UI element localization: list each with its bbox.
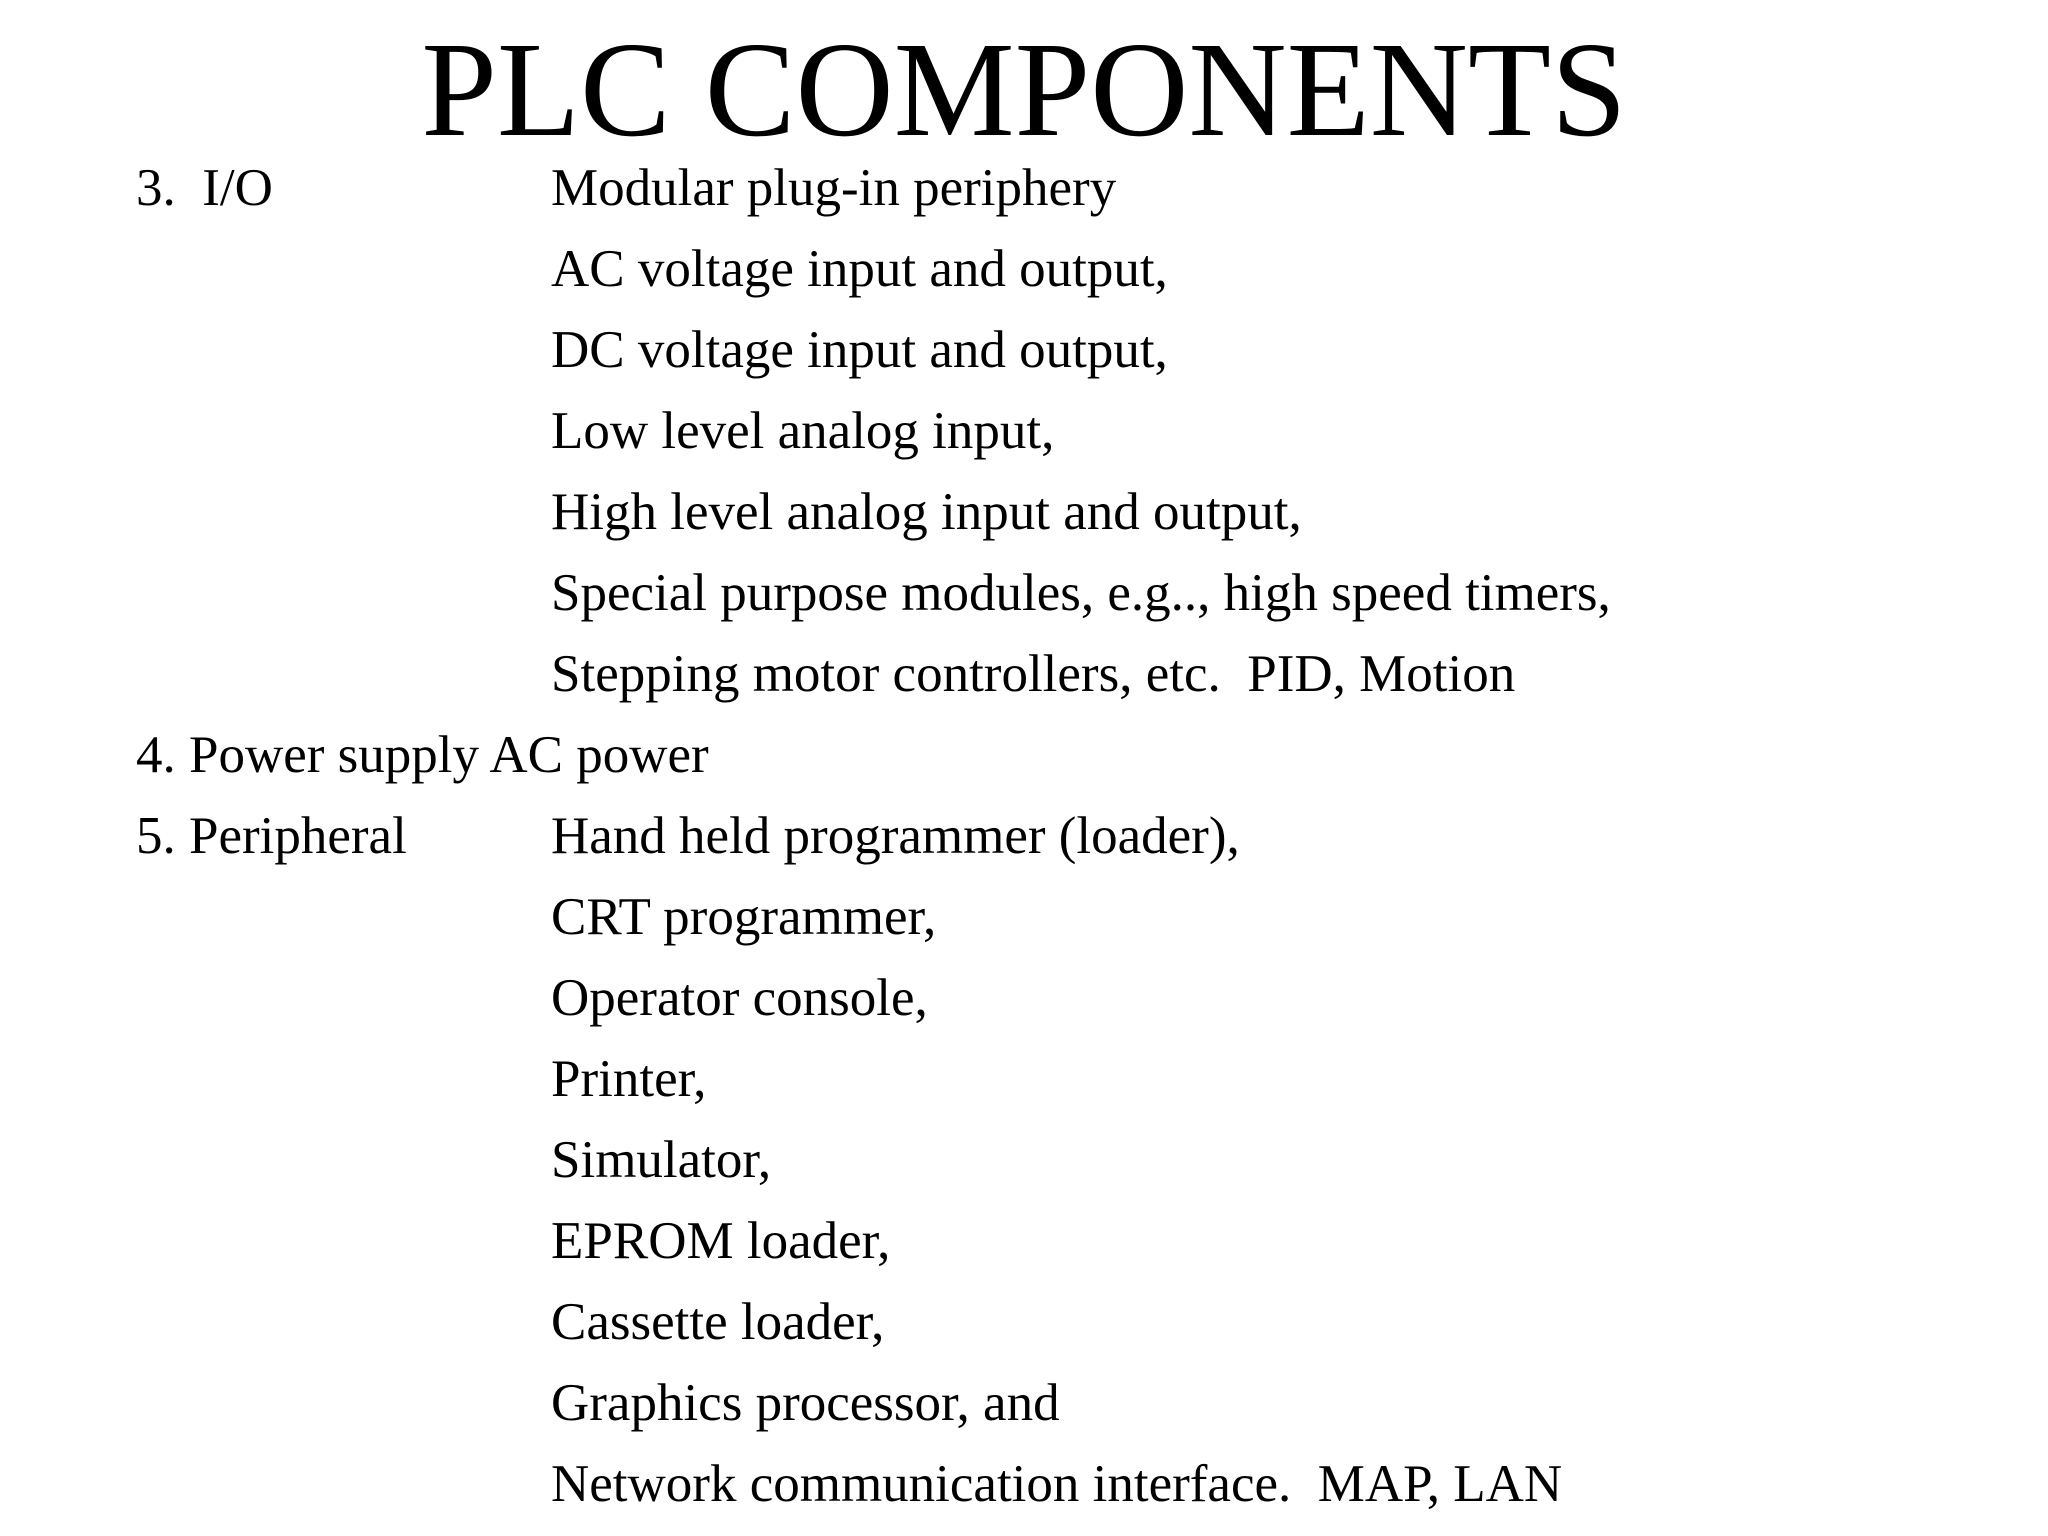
row-text: Cassette loader,	[551, 1293, 885, 1351]
list-row	[0, 968, 2048, 1049]
list-row	[0, 1130, 2048, 1211]
list-row	[0, 887, 2048, 968]
list-row	[0, 1454, 2048, 1535]
list-row	[0, 644, 2048, 725]
row-text: Network communication interface. MAP, LAN	[551, 1455, 1563, 1513]
list-row	[0, 239, 2048, 320]
row-text: Graphics processor, and	[551, 1374, 1060, 1432]
list-row	[0, 725, 2048, 806]
list-row	[0, 1211, 2048, 1292]
row-text: AC voltage input and output,	[551, 240, 1168, 298]
row-text: CRT programmer,	[551, 888, 937, 946]
list-row	[0, 1292, 2048, 1373]
row-text: Stepping motor controllers, etc. PID, Motion	[551, 645, 1516, 703]
list-row	[0, 1049, 2048, 1130]
slide-title: PLC COMPONENTS	[421, 15, 1627, 165]
list-row	[0, 563, 2048, 644]
row-text: Simulator,	[551, 1131, 772, 1189]
list-row	[0, 482, 2048, 563]
row-text: Printer,	[551, 1050, 707, 1108]
row-text: Modular plug-in periphery	[551, 159, 1117, 217]
list-row	[0, 401, 2048, 482]
list-row	[0, 320, 2048, 401]
list-row	[0, 158, 2048, 239]
row-text: Special purpose modules, e.g.., high speed timers,	[551, 564, 1611, 622]
row-text: Hand held programmer (loader),	[551, 807, 1240, 865]
row-text: Low level analog input,	[551, 402, 1055, 460]
row-label: 5. Peripheral	[136, 807, 407, 865]
row-text: DC voltage input and output,	[551, 321, 1168, 379]
row-label: 4. Power supply AC power	[136, 726, 709, 784]
list-row	[0, 806, 2048, 887]
row-text: High level analog input and output,	[551, 483, 1302, 541]
row-label: 3. I/O	[136, 159, 273, 217]
row-text: EPROM loader,	[551, 1212, 891, 1270]
list-row	[0, 1373, 2048, 1454]
row-text: Operator console,	[551, 969, 928, 1027]
